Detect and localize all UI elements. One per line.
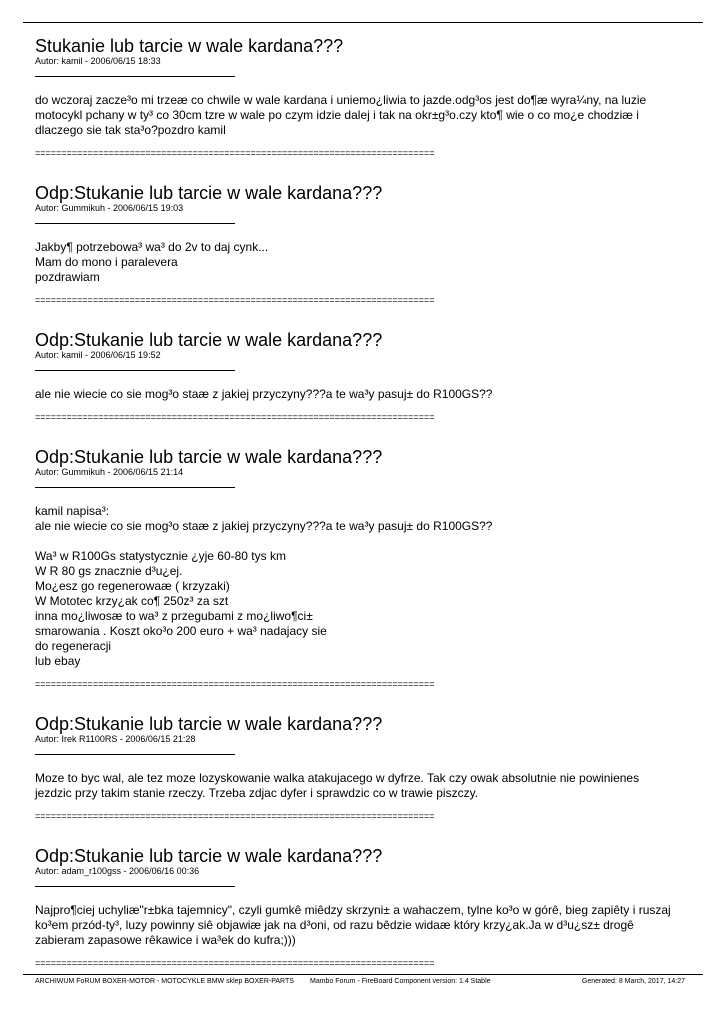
post-body: Najpro¶ciej uchyliæ"r±bka tajemnicy", czyli gumkê miêdzy skrzyni± a wahaczem, tylne ko³o w górê, bieg zapiêty i ruszaj ko³em przód-ty³, luzy powinny siê objawiæ jak na d³oni, od razu bêdzie widaæ który krzy¿ak.Ja w d³u¿sz± drogê zabieram zapasowe rêkawice i wa³ek do kufra;))) bbox=[35, 903, 671, 947]
footer-archive-title: ARCHIWUM FoRUM BOXER-MOTOR - MOTOCYKLE BMW sklep BOXER-PARTS bbox=[35, 978, 294, 985]
post-author-date: Autor: Gummikuh - 2006/06/15 19:03 bbox=[35, 203, 184, 213]
post-title: Odp:Stukanie lub tarcie w wale kardana??? bbox=[35, 846, 383, 866]
post bbox=[35, 715, 685, 821]
footer-component-version: Mambo Forum - FireBoard Component version: 1.4 Stable bbox=[310, 978, 491, 985]
post-separator: ============================================================================ bbox=[35, 295, 435, 305]
post-body: do wczoraj zacze³o mi trzeæ co chwile w wale kardana i uniemo¿liwia to jazde.odg³os jest do¶æ wyra¼ny, na luzie motocykl pchany w ty³ co 30cm tzre w wale po czym idzie dalej i tak na okr±g³o.czy kto¶ wie o co mo¿e chodziæ i dlaczego sie tak sta³o?pozdro kamil bbox=[35, 93, 647, 137]
post-divider bbox=[35, 370, 235, 371]
post-list bbox=[35, 37, 685, 994]
footer-generated-date: Generated: 8 March, 2017, 14:27 bbox=[581, 978, 685, 985]
post-author-date: Autor: kamil - 2006/06/15 19:52 bbox=[35, 350, 161, 360]
post-title: Odp:Stukanie lub tarcie w wale kardana??? bbox=[35, 447, 383, 467]
footer-rule bbox=[23, 974, 703, 975]
post-separator: ============================================================================ bbox=[35, 148, 435, 158]
post-body: kamil napisa³: ale nie wiecie co sie mog³o staæ z jakiej przyczyny???a te wa³y pasuj± do R100GS?? Wa³ w R100Gs statystycznie ¿yje 60-80 tys km W R 80 gs znacznie d³u¿ej. Mo¿esz go regenerowaæ ( krzyzaki) W Mototec krzy¿ak co¶ 250z³ za szt inna mo¿liwosæ to wa³ z przegubami z mo¿liwo¶ci± smarowania . Koszt oko³o 200 euro + wa³ nadajacy sie do regeneracji lub ebay bbox=[35, 504, 493, 668]
post bbox=[35, 448, 685, 689]
post bbox=[35, 184, 685, 305]
post-body: ale nie wiecie co sie mog³o staæ z jakiej przyczyny???a te wa³y pasuj± do R100GS?? bbox=[35, 387, 493, 401]
post-title: Odp:Stukanie lub tarcie w wale kardana??? bbox=[35, 714, 383, 734]
post-divider bbox=[35, 487, 235, 488]
post-separator: ============================================================================ bbox=[35, 811, 435, 821]
post-title: Odp:Stukanie lub tarcie w wale kardana??? bbox=[35, 183, 383, 203]
post bbox=[35, 331, 685, 422]
post bbox=[35, 847, 685, 968]
post-title: Odp:Stukanie lub tarcie w wale kardana??? bbox=[35, 330, 383, 350]
post-divider bbox=[35, 886, 235, 887]
post-author-date: Autor: Gummikuh - 2006/06/15 21:14 bbox=[35, 467, 184, 477]
post-divider bbox=[35, 76, 235, 77]
post-divider bbox=[35, 754, 235, 755]
post-separator: ============================================================================ bbox=[35, 412, 435, 422]
post-author-date: Autor: adam_r100gss - 2006/06/16 00:36 bbox=[35, 866, 200, 876]
post-separator: ============================================================================ bbox=[35, 958, 435, 968]
post-divider bbox=[35, 223, 235, 224]
post-body: Jakby¶ potrzebowa³ wa³ do 2v to daj cynk... Mam do mono i paralevera pozdrawiam bbox=[35, 240, 269, 284]
post-author-date: Autor: Irek R1100RS - 2006/06/15 21:28 bbox=[35, 734, 196, 744]
top-rule bbox=[23, 22, 703, 23]
post-title: Stukanie lub tarcie w wale kardana??? bbox=[35, 36, 344, 56]
post-author-date: Autor: kamil - 2006/06/15 18:33 bbox=[35, 56, 161, 66]
post-separator: ============================================================================ bbox=[35, 679, 435, 689]
post-body: Moze to byc wal, ale tez moze lozyskowanie walka atakujacego w dyfrze. Tak czy owak absolutnie nie powinienes jezdzic przy takim stanie rzeczy. Trzeba zdjac dyfer i sprawdzic co w trawie piszczy. bbox=[35, 771, 640, 800]
post bbox=[35, 37, 685, 158]
